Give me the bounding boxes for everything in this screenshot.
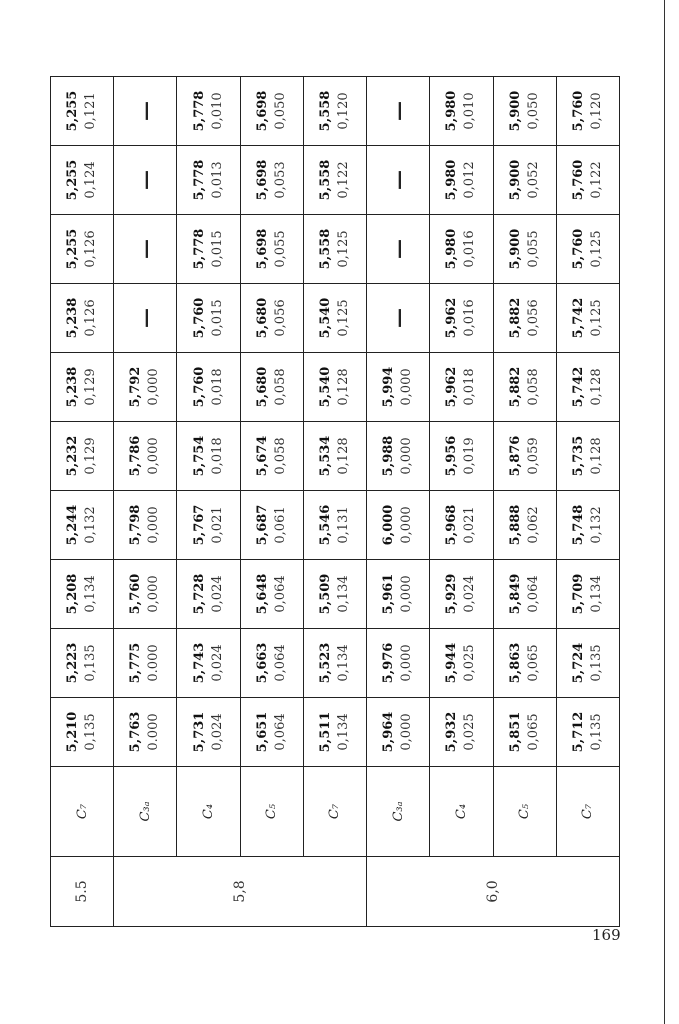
- value-cell: [240, 422, 303, 491]
- primary-value: 5,767: [191, 504, 207, 546]
- primary-value: 5,558: [317, 159, 333, 201]
- primary-value: 5,663: [254, 642, 270, 684]
- secondary-value: 0,061: [272, 506, 288, 544]
- secondary-value: 0,000: [146, 506, 162, 544]
- value-cell: [51, 77, 114, 146]
- secondary-value: 0,064: [525, 575, 541, 613]
- primary-value: 5,511: [317, 711, 333, 753]
- secondary-value: 0,134: [335, 644, 351, 682]
- secondary-value: 0,025: [462, 713, 478, 751]
- page-edge-line: [664, 0, 665, 1024]
- primary-value: 5,523: [317, 642, 333, 684]
- dash-mark: —: [133, 239, 158, 259]
- secondary-value: 0,000: [399, 644, 415, 682]
- primary-value: 5,775: [128, 642, 144, 684]
- primary-value: 5,698: [254, 159, 270, 201]
- value-cell: [556, 698, 619, 767]
- secondary-value: 0,135: [83, 644, 99, 682]
- primary-value: 5,238: [65, 366, 81, 408]
- primary-value: 5,882: [507, 366, 523, 408]
- primary-value: 5,208: [65, 573, 81, 615]
- secondary-value: 0,064: [272, 575, 288, 613]
- table-row: [114, 77, 177, 927]
- value-cell: [114, 284, 177, 353]
- primary-value: 5,648: [254, 573, 270, 615]
- row-c-label: C₇: [51, 767, 114, 857]
- secondary-value: 0,018: [462, 368, 478, 406]
- dash-mark: —: [133, 170, 158, 190]
- table-row: [240, 77, 303, 927]
- primary-value: 5,760: [191, 297, 207, 339]
- value-cell: [556, 560, 619, 629]
- value-cell: [303, 629, 366, 698]
- secondary-value: 0,125: [588, 299, 604, 337]
- primary-value: 5,929: [444, 573, 460, 615]
- value-cell: [240, 491, 303, 560]
- value-cell: [367, 422, 430, 491]
- value-cell: [303, 422, 366, 491]
- secondary-value: 0,050: [272, 92, 288, 130]
- value-cell: [114, 215, 177, 284]
- secondary-value: 0,056: [525, 299, 541, 337]
- data-table: [50, 76, 620, 927]
- value-cell: [51, 146, 114, 215]
- value-cell: [240, 77, 303, 146]
- primary-value: 5,674: [254, 435, 270, 477]
- primary-value: 5,798: [128, 504, 144, 546]
- primary-value: 5,238: [65, 297, 81, 339]
- primary-value: 5,994: [381, 366, 397, 408]
- value-cell: [114, 560, 177, 629]
- value-cell: [493, 422, 556, 491]
- secondary-value: 0,131: [335, 506, 351, 544]
- primary-value: 5,540: [317, 297, 333, 339]
- primary-value: 5,509: [317, 573, 333, 615]
- table-row: [367, 77, 430, 927]
- primary-value: 5,932: [444, 711, 460, 753]
- table-row: [556, 77, 619, 927]
- primary-value: 5,534: [317, 435, 333, 477]
- table-row: [303, 77, 366, 927]
- value-cell: [367, 77, 430, 146]
- value-cell: [367, 629, 430, 698]
- secondary-value: 0,128: [335, 368, 351, 406]
- value-cell: [177, 77, 240, 146]
- value-cell: [114, 629, 177, 698]
- primary-value: 5,760: [570, 228, 586, 270]
- dash-mark: —: [386, 170, 411, 190]
- secondary-value: 0,055: [272, 230, 288, 268]
- primary-value: 5,742: [570, 366, 586, 408]
- secondary-value: 0,000: [146, 575, 162, 613]
- value-cell: [367, 491, 430, 560]
- primary-value: 5,792: [128, 366, 144, 408]
- value-cell: [240, 698, 303, 767]
- row-c-label: C₅: [240, 767, 303, 857]
- dash-mark: —: [133, 101, 158, 121]
- secondary-value: 0,134: [83, 575, 99, 613]
- value-cell: [51, 284, 114, 353]
- primary-value: 5,849: [507, 573, 523, 615]
- secondary-value: 0.000: [146, 713, 162, 751]
- secondary-value: 0,000: [399, 368, 415, 406]
- primary-value: 5,944: [444, 642, 460, 684]
- secondary-value: 0,021: [462, 506, 478, 544]
- row-c-label: C₃ₐ: [114, 767, 177, 857]
- value-cell: [114, 353, 177, 422]
- secondary-value: 0,122: [588, 161, 604, 199]
- secondary-value: 0,120: [335, 92, 351, 130]
- row-c-label: C₅: [493, 767, 556, 857]
- secondary-value: 0,000: [146, 437, 162, 475]
- primary-value: 5,651: [254, 711, 270, 753]
- value-cell: [303, 215, 366, 284]
- primary-value: 5,223: [65, 642, 81, 684]
- secondary-value: 0,065: [525, 644, 541, 682]
- primary-value: 5,232: [65, 435, 81, 477]
- value-cell: [177, 422, 240, 491]
- primary-value: 5,540: [317, 366, 333, 408]
- rotated-table-container: [50, 77, 620, 927]
- secondary-value: 0,018: [209, 437, 225, 475]
- primary-value: 5,882: [507, 297, 523, 339]
- value-cell: [493, 77, 556, 146]
- value-cell: [556, 629, 619, 698]
- value-cell: [556, 353, 619, 422]
- value-cell: [430, 284, 493, 353]
- table-row: [177, 77, 240, 927]
- primary-value: 5,786: [128, 435, 144, 477]
- value-cell: [303, 284, 366, 353]
- value-cell: [493, 491, 556, 560]
- primary-value: 5,698: [254, 90, 270, 132]
- secondary-value: 0,053: [272, 161, 288, 199]
- primary-value: 5,760: [570, 159, 586, 201]
- value-cell: [240, 215, 303, 284]
- primary-value: 5,964: [381, 711, 397, 753]
- value-cell: [51, 491, 114, 560]
- value-cell: [430, 629, 493, 698]
- secondary-value: 0,059: [525, 437, 541, 475]
- value-cell: [240, 560, 303, 629]
- secondary-value: 0,135: [588, 644, 604, 682]
- value-cell: [51, 353, 114, 422]
- secondary-value: 0,052: [525, 161, 541, 199]
- primary-value: 5,210: [65, 711, 81, 753]
- value-cell: [430, 215, 493, 284]
- secondary-value: 0,064: [272, 644, 288, 682]
- value-cell: [493, 353, 556, 422]
- secondary-value: 0,132: [83, 506, 99, 544]
- primary-value: 5,968: [444, 504, 460, 546]
- value-cell: [556, 146, 619, 215]
- primary-value: 5,748: [570, 504, 586, 546]
- value-cell: [240, 284, 303, 353]
- value-cell: [367, 215, 430, 284]
- primary-value: 5,709: [570, 573, 586, 615]
- primary-value: 5,680: [254, 366, 270, 408]
- secondary-value: 0,015: [209, 299, 225, 337]
- primary-value: 5,712: [570, 711, 586, 753]
- value-cell: [367, 353, 430, 422]
- primary-value: 5,735: [570, 435, 586, 477]
- primary-value: 5,244: [65, 504, 81, 546]
- secondary-value: 0,135: [83, 713, 99, 751]
- value-cell: [177, 698, 240, 767]
- value-cell: [51, 422, 114, 491]
- secondary-value: 0,024: [209, 644, 225, 682]
- primary-value: 5,680: [254, 297, 270, 339]
- secondary-value: 0,018: [209, 368, 225, 406]
- value-cell: [177, 629, 240, 698]
- value-cell: [177, 284, 240, 353]
- secondary-value: 0,024: [462, 575, 478, 613]
- value-cell: [493, 629, 556, 698]
- primary-value: 5,760: [128, 573, 144, 615]
- secondary-value: 0,129: [83, 368, 99, 406]
- value-cell: [556, 422, 619, 491]
- table-body: [51, 77, 620, 927]
- primary-value: 5,558: [317, 90, 333, 132]
- value-cell: [114, 422, 177, 491]
- primary-value: 5,988: [381, 435, 397, 477]
- secondary-value: 0,055: [525, 230, 541, 268]
- secondary-value: 0,013: [209, 161, 225, 199]
- value-cell: [51, 698, 114, 767]
- secondary-value: 0,120: [588, 92, 604, 130]
- value-cell: [303, 698, 366, 767]
- value-cell: [493, 560, 556, 629]
- secondary-value: 0.000: [146, 644, 162, 682]
- group-x-label: 5,8: [114, 857, 367, 927]
- value-cell: [303, 77, 366, 146]
- dash-mark: —: [133, 308, 158, 328]
- value-cell: [493, 698, 556, 767]
- primary-value: 5,876: [507, 435, 523, 477]
- secondary-value: 0,128: [335, 437, 351, 475]
- primary-value: 5,962: [444, 297, 460, 339]
- secondary-value: 0,025: [462, 644, 478, 682]
- secondary-value: 0,121: [83, 92, 99, 130]
- value-cell: [493, 215, 556, 284]
- secondary-value: 0,058: [272, 437, 288, 475]
- value-cell: [114, 77, 177, 146]
- primary-value: 5,851: [507, 711, 523, 753]
- secondary-value: 0,024: [209, 713, 225, 751]
- secondary-value: 0,134: [335, 713, 351, 751]
- secondary-value: 0,065: [525, 713, 541, 751]
- primary-value: 5,724: [570, 642, 586, 684]
- secondary-value: 0,024: [209, 575, 225, 613]
- dash-mark: —: [386, 101, 411, 121]
- value-cell: [240, 353, 303, 422]
- secondary-value: 0,000: [399, 713, 415, 751]
- primary-value: 5,962: [444, 366, 460, 408]
- secondary-value: 0,050: [525, 92, 541, 130]
- primary-value: 5,546: [317, 504, 333, 546]
- primary-value: 5,698: [254, 228, 270, 270]
- primary-value: 5,980: [444, 90, 460, 132]
- value-cell: [177, 215, 240, 284]
- secondary-value: 0,126: [83, 299, 99, 337]
- secondary-value: 0,125: [588, 230, 604, 268]
- secondary-value: 0,135: [588, 713, 604, 751]
- primary-value: 5,778: [191, 90, 207, 132]
- secondary-value: 0,021: [209, 506, 225, 544]
- primary-value: 5,980: [444, 228, 460, 270]
- secondary-value: 0,015: [209, 230, 225, 268]
- primary-value: 5,731: [191, 711, 207, 753]
- secondary-value: 0,134: [335, 575, 351, 613]
- value-cell: [240, 629, 303, 698]
- primary-value: 5,760: [191, 366, 207, 408]
- secondary-value: 0,128: [588, 368, 604, 406]
- row-c-label: C₃ₐ: [367, 767, 430, 857]
- secondary-value: 0,062: [525, 506, 541, 544]
- primary-value: 5,763: [128, 711, 144, 753]
- primary-value: 5,728: [191, 573, 207, 615]
- dash-mark: —: [386, 308, 411, 328]
- secondary-value: 0,000: [399, 437, 415, 475]
- value-cell: [177, 146, 240, 215]
- secondary-value: 0,128: [588, 437, 604, 475]
- value-cell: [51, 560, 114, 629]
- value-cell: [303, 560, 366, 629]
- row-c-label: C₄: [177, 767, 240, 857]
- secondary-value: 0,125: [335, 230, 351, 268]
- primary-value: 5,980: [444, 159, 460, 201]
- secondary-value: 0,000: [399, 506, 415, 544]
- secondary-value: 0,019: [462, 437, 478, 475]
- value-cell: [430, 698, 493, 767]
- row-c-label: C₇: [303, 767, 366, 857]
- primary-value: 5,255: [65, 159, 81, 201]
- primary-value: 5,976: [381, 642, 397, 684]
- value-cell: [430, 560, 493, 629]
- secondary-value: 0,000: [399, 575, 415, 613]
- secondary-value: 0,124: [83, 161, 99, 199]
- primary-value: 5,900: [507, 228, 523, 270]
- table-row: [51, 77, 114, 927]
- group-x-label: 5.5: [51, 857, 114, 927]
- primary-value: 5,956: [444, 435, 460, 477]
- primary-value: 5,900: [507, 159, 523, 201]
- secondary-value: 0,132: [588, 506, 604, 544]
- value-cell: [114, 146, 177, 215]
- value-cell: [430, 491, 493, 560]
- secondary-value: 0,000: [146, 368, 162, 406]
- primary-value: 5,255: [65, 228, 81, 270]
- secondary-value: 0,058: [272, 368, 288, 406]
- value-cell: [367, 698, 430, 767]
- value-cell: [114, 698, 177, 767]
- value-cell: [303, 353, 366, 422]
- value-cell: [367, 146, 430, 215]
- value-cell: [303, 146, 366, 215]
- value-cell: [493, 284, 556, 353]
- value-cell: [51, 629, 114, 698]
- table-row: [430, 77, 493, 927]
- secondary-value: 0,125: [335, 299, 351, 337]
- secondary-value: 0,126: [83, 230, 99, 268]
- primary-value: 5,961: [381, 573, 397, 615]
- secondary-value: 0,012: [462, 161, 478, 199]
- secondary-value: 0,122: [335, 161, 351, 199]
- primary-value: 6,000: [381, 504, 397, 546]
- page-number: 169: [592, 926, 621, 944]
- secondary-value: 0,010: [209, 92, 225, 130]
- value-cell: [556, 77, 619, 146]
- primary-value: 5,888: [507, 504, 523, 546]
- primary-value: 5,754: [191, 435, 207, 477]
- value-cell: [556, 491, 619, 560]
- value-cell: [430, 422, 493, 491]
- primary-value: 5,900: [507, 90, 523, 132]
- value-cell: [177, 491, 240, 560]
- primary-value: 5,558: [317, 228, 333, 270]
- secondary-value: 0,016: [462, 230, 478, 268]
- value-cell: [303, 491, 366, 560]
- secondary-value: 0,010: [462, 92, 478, 130]
- value-cell: [430, 77, 493, 146]
- value-cell: [177, 353, 240, 422]
- secondary-value: 0,016: [462, 299, 478, 337]
- value-cell: [51, 215, 114, 284]
- secondary-value: 0,129: [83, 437, 99, 475]
- dash-mark: —: [386, 239, 411, 259]
- row-c-label: C₇: [556, 767, 619, 857]
- value-cell: [556, 284, 619, 353]
- value-cell: [240, 146, 303, 215]
- primary-value: 5,742: [570, 297, 586, 339]
- primary-value: 5,778: [191, 228, 207, 270]
- value-cell: [367, 560, 430, 629]
- primary-value: 5,743: [191, 642, 207, 684]
- secondary-value: 0,058: [525, 368, 541, 406]
- row-c-label: C₄: [430, 767, 493, 857]
- table-row: [493, 77, 556, 927]
- value-cell: [493, 146, 556, 215]
- value-cell: [367, 284, 430, 353]
- value-cell: [114, 491, 177, 560]
- secondary-value: 0,134: [588, 575, 604, 613]
- value-cell: [177, 560, 240, 629]
- primary-value: 5,687: [254, 504, 270, 546]
- value-cell: [430, 146, 493, 215]
- primary-value: 5,778: [191, 159, 207, 201]
- value-cell: [556, 215, 619, 284]
- primary-value: 5,255: [65, 90, 81, 132]
- primary-value: 5,760: [570, 90, 586, 132]
- secondary-value: 0,064: [272, 713, 288, 751]
- value-cell: [430, 353, 493, 422]
- primary-value: 5,863: [507, 642, 523, 684]
- group-x-label: 6,0: [367, 857, 620, 927]
- secondary-value: 0,056: [272, 299, 288, 337]
